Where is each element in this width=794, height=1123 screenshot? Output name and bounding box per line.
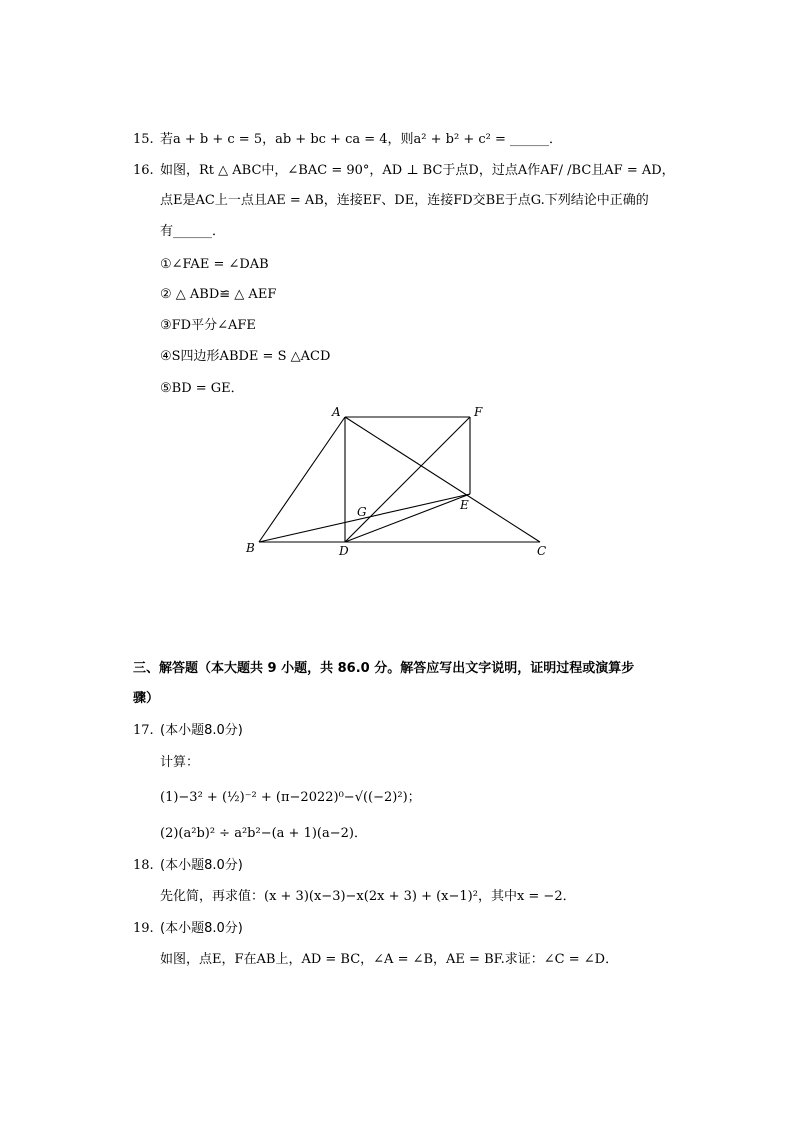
q16-line3: 有______． <box>160 224 226 239</box>
q15-number: 15. <box>133 132 154 147</box>
label-D: D <box>339 544 349 558</box>
q16-option-5: ⑤BD = GE． <box>160 381 244 396</box>
q17-part2: (2)(a²b)² ÷ a²b²−(a + 1)(a−2)． <box>160 826 367 841</box>
label-G: G <box>357 505 367 519</box>
q15-text: 若a + b + c = 5，ab + bc + ca = 4，则a² + b² + c² = ______． <box>160 132 563 147</box>
q17-score: (本小题8.0分) <box>160 723 243 738</box>
label-B: B <box>246 541 255 555</box>
q19-score: (本小题8.0分) <box>160 921 243 936</box>
q16-line2: 点E是AC上一点且AE = AB，连接EF、DE，连接FD交BE于点G.下列结论中正确的 <box>160 193 649 208</box>
q18-number: 18. <box>133 858 154 873</box>
q19-text: 如图，点E，F在AB上，AD = BC，∠A = ∠B，AE = BF.求证：∠C = ∠D． <box>160 952 619 967</box>
q16-option-4: ④S四边形ABDE = S △ACD <box>160 349 331 364</box>
segment-AB <box>259 417 345 542</box>
label-C: C <box>537 544 547 558</box>
q16-option-1: ①∠FAE = ∠DAB <box>160 257 269 272</box>
q16-option-3: ③FD平分∠AFE <box>160 318 256 333</box>
section3-heading-line2: 骤） <box>133 691 160 706</box>
q17-part1: (1)−3² + (½)⁻² + (π−2022)⁰−√((−2)²)； <box>160 790 421 805</box>
section3-heading-line1: 三、解答题（本大题共 9 小题，共 86.0 分。解答应写出文字说明，证明过程或演算步 <box>133 661 635 676</box>
q18-score: (本小题8.0分) <box>160 858 243 873</box>
segment-AC <box>345 417 540 542</box>
label-A: A <box>332 405 341 419</box>
q19-number: 19. <box>133 921 154 936</box>
q18-text: 先化简，再求值：(x + 3)(x−3)−x(2x + 3) + (x−1)²，其中x = −2． <box>160 889 576 904</box>
q17-prompt: 计算： <box>160 755 200 770</box>
label-F: F <box>474 405 483 419</box>
segment-FD <box>345 417 470 542</box>
q16-option-2: ② △ ABD≌ △ AEF <box>160 287 277 302</box>
q16-number: 16. <box>133 163 154 178</box>
q17-number: 17. <box>133 723 154 738</box>
geometry-figure <box>240 400 560 565</box>
q16-line1: 如图，Rt △ ABC中，∠BAC = 90°，AD ⊥ BC于点D，过点A作AF/ /BC且AF = AD， <box>160 163 675 178</box>
label-E: E <box>460 498 469 512</box>
